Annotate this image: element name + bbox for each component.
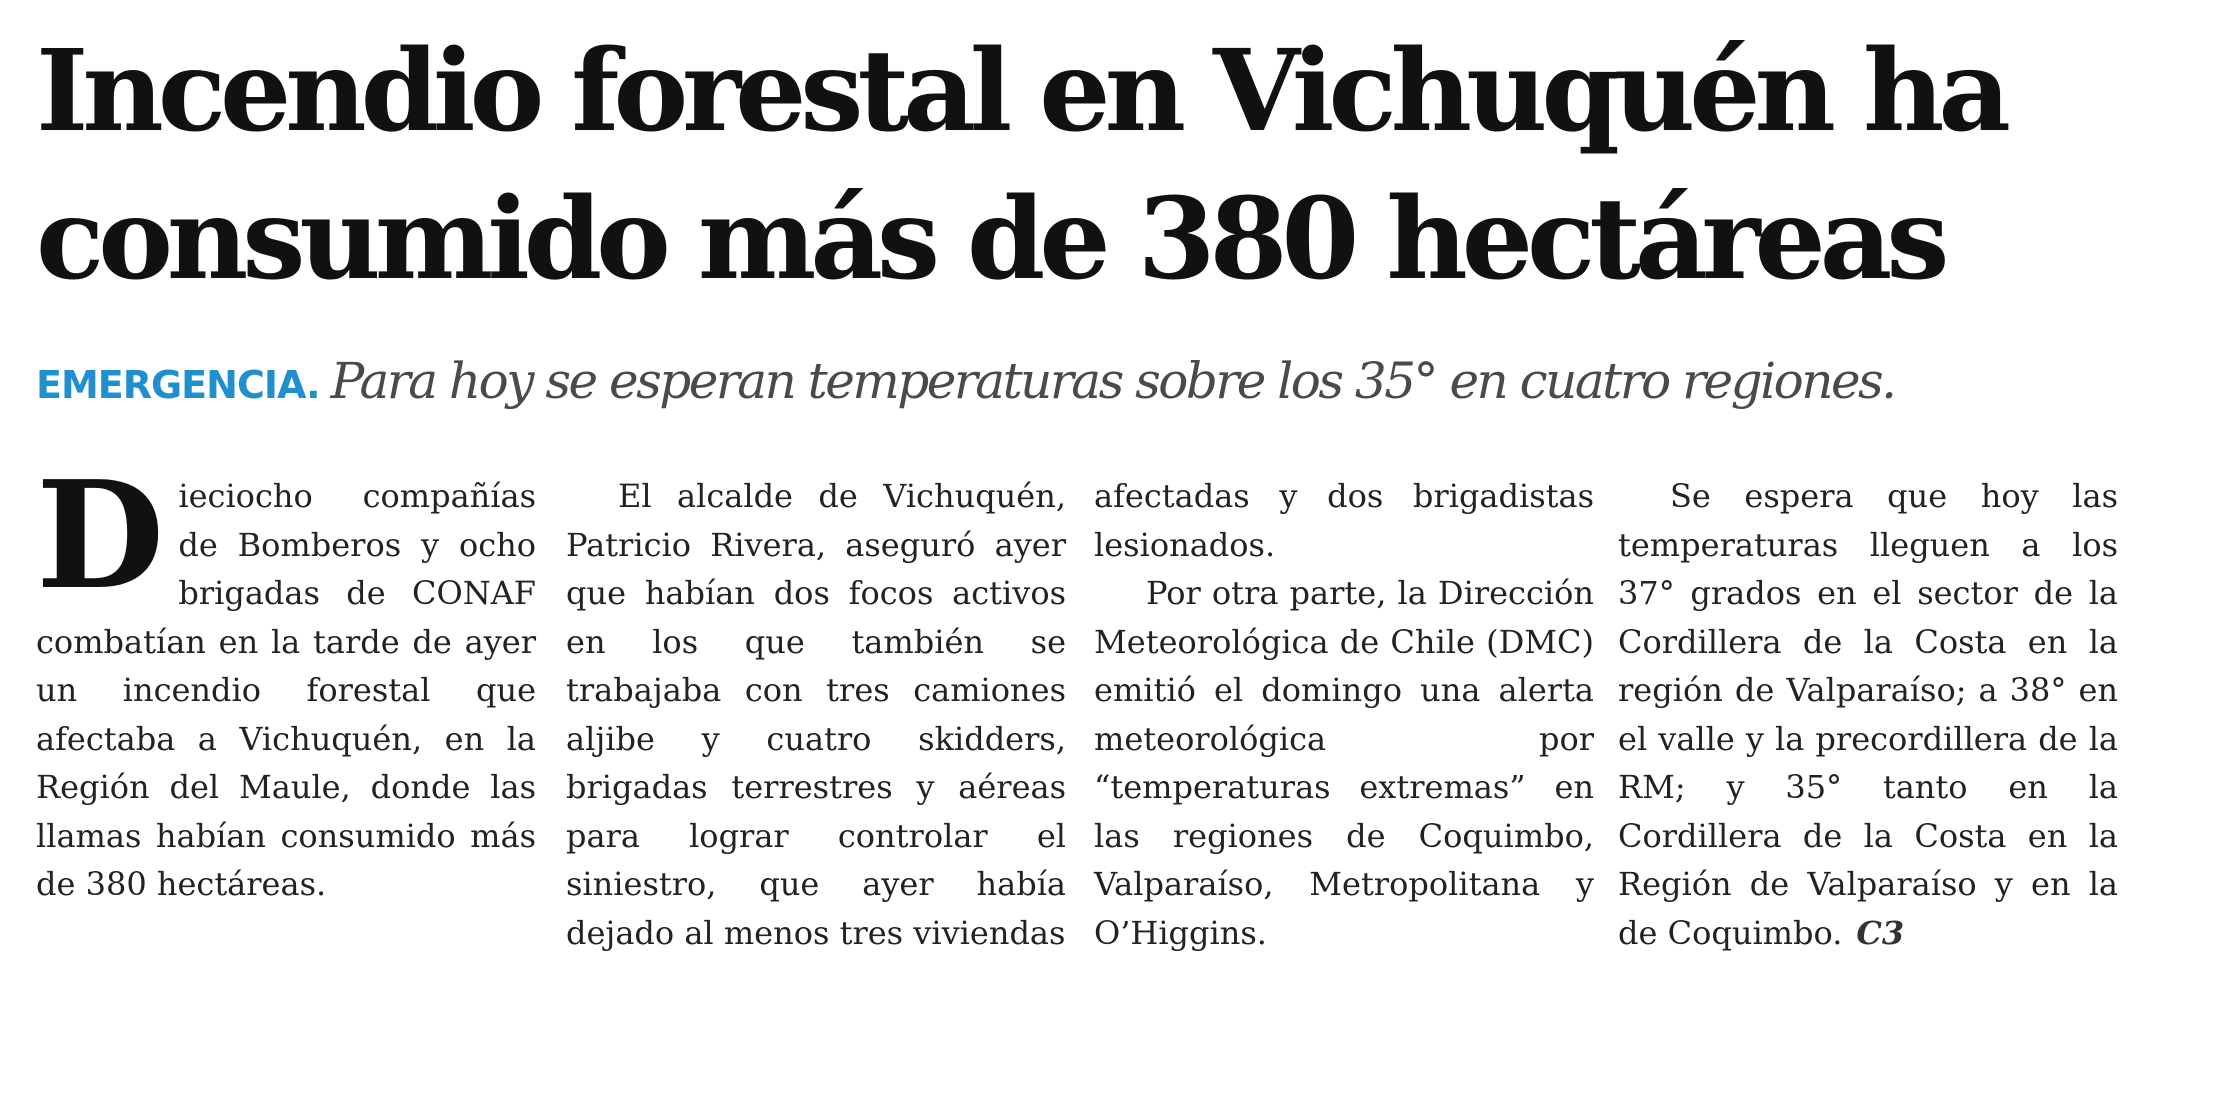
column-2-paragraph: El alcalde de Vichuquén, Patricio Rivera, aseguró ayer que habían dos focos activos en los que también se trabajaba con tres camiones aljibe y cuatro skidders, brigadas terrestres y aéreas para lograr controlar el siniestro, que ayer había dejado al menos tres viviendas: [566, 477, 1066, 952]
headline-line-2: consumido más de 380 hectáreas: [36, 174, 1944, 305]
column-3: [1094, 472, 1594, 957]
column-1-text: ieciocho compañías de Bomberos y ocho brigadas de CONAF combatían en la tarde de ayer un incendio forestal que afectaba a Vichuquén, en la Región del Maule, donde las llamas habían consumido más de 380 hectáreas.: [36, 477, 536, 903]
column-1-paragraph: [36, 448, 536, 909]
column-4-paragraph: [1618, 472, 2118, 957]
column-4-text: Se espera que hoy las temperaturas lleguen a los 37° grados en el sector de la Cordillera de la Costa en la región de Valparaíso; a 38° en el valle y la precordillera de la RM; y 35° tanto en la Cordillera de la Costa en la Región de Valparaíso y en la de Coquimbo.: [1618, 477, 2118, 952]
column-3-paragraph-2: Por otra parte, la Dirección Meteorológica de Chile (DMC) emitió el domingo una alerta meteorológica por “temperaturas extremas” en las regiones de Coquimbo, Valparaíso, Metropolitana y O’Higgins.: [1094, 574, 1594, 952]
news-article: [36, 18, 2118, 952]
headline: [36, 18, 2096, 314]
column-2: [566, 472, 1066, 957]
headline-line-1: Incendio forestal en Vichuquén ha: [36, 26, 2005, 157]
column-4: [1618, 472, 2118, 957]
end-mark: C3: [1856, 913, 1905, 952]
deck-text: Para hoy se esperan temperaturas sobre los 35° en cuatro regiones.: [330, 352, 1895, 410]
column-3-paragraph-1: afectadas y dos brigadistas lesionados.: [1094, 477, 1594, 564]
section-kicker: EMERGENCIA.: [36, 363, 320, 407]
subheadline: [36, 352, 2096, 432]
column-1: [36, 448, 536, 909]
drop-cap: D: [36, 448, 165, 622]
